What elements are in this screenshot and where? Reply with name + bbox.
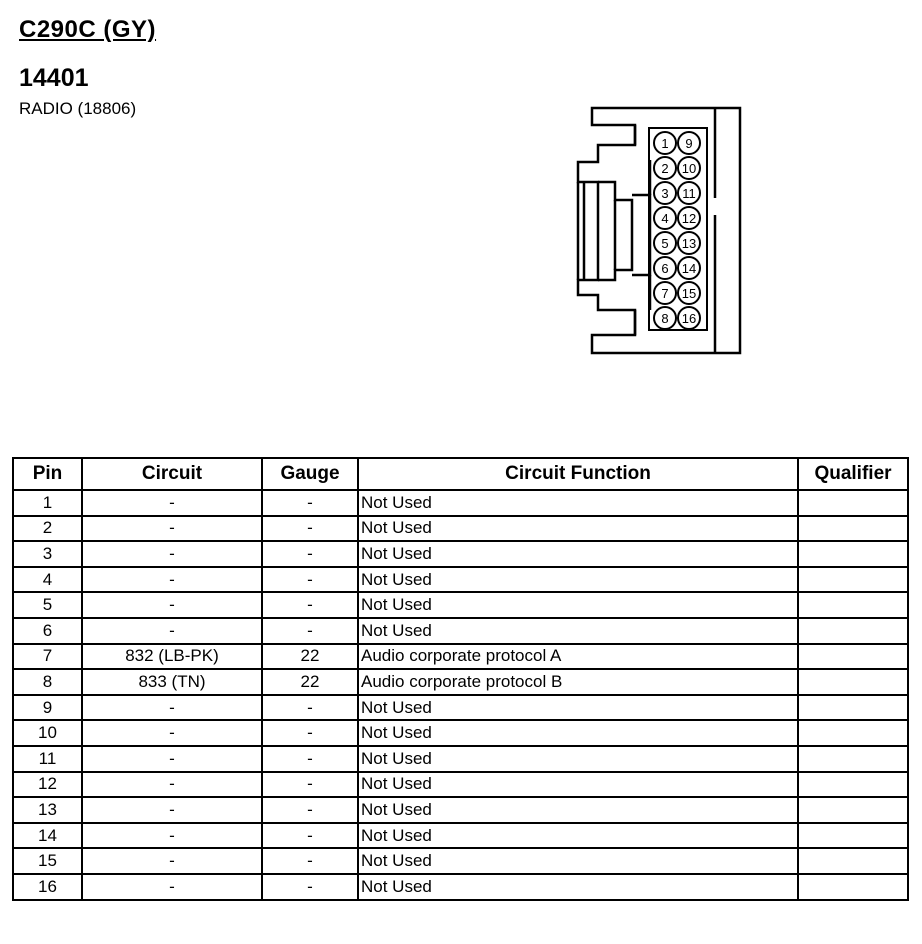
circuit-function-cell: Not Used (358, 592, 798, 618)
connector-pin-16 (678, 307, 700, 329)
circuit-function-cell: Not Used (358, 490, 798, 516)
gauge-cell: - (262, 848, 358, 874)
gauge-cell: - (262, 516, 358, 542)
pin-cell: 12 (13, 772, 82, 798)
circuit-function-cell: Not Used (358, 823, 798, 849)
table-row (13, 874, 908, 900)
qualifier-cell (798, 490, 908, 516)
table-row (13, 720, 908, 746)
pin-cell: 2 (13, 516, 82, 542)
connector-pin-4 (654, 207, 676, 229)
table-row (13, 772, 908, 798)
connector-pin-14 (678, 257, 700, 279)
qualifier-cell (798, 848, 908, 874)
circuit-cell: 833 (TN) (82, 669, 262, 695)
circuit-cell: - (82, 874, 262, 900)
connector-pin-13 (678, 232, 700, 254)
connector-id-title: C290C (GY) (19, 16, 157, 43)
pin-cell: 15 (13, 848, 82, 874)
table-row (13, 618, 908, 644)
circuit-function-cell: Not Used (358, 797, 798, 823)
circuit-cell: - (82, 490, 262, 516)
pin-number-label: 11 (682, 186, 696, 201)
circuit-function-cell: Not Used (358, 516, 798, 542)
qualifier-cell (798, 695, 908, 721)
gauge-cell: - (262, 490, 358, 516)
gauge-cell: - (262, 823, 358, 849)
table-row (13, 746, 908, 772)
qualifier-cell (798, 644, 908, 670)
circuit-function-cell: Not Used (358, 874, 798, 900)
qualifier-cell (798, 669, 908, 695)
gauge-cell: - (262, 720, 358, 746)
circuit-function-cell: Audio corporate protocol B (358, 669, 798, 695)
pin-cell: 8 (13, 669, 82, 695)
pin-number-label: 16 (681, 311, 697, 326)
circuit-cell: - (82, 848, 262, 874)
circuit-cell: - (82, 567, 262, 593)
gauge-cell: - (262, 541, 358, 567)
pin-cell: 13 (13, 797, 82, 823)
gauge-cell: - (262, 618, 358, 644)
column-header-pin: Pin (13, 458, 82, 490)
column-header-circuit-function: Circuit Function (358, 458, 798, 490)
gauge-cell: 22 (262, 669, 358, 695)
gauge-cell: - (262, 592, 358, 618)
connector-pin-12 (678, 207, 700, 229)
gauge-cell: - (262, 874, 358, 900)
gauge-cell: - (262, 772, 358, 798)
circuit-function-cell: Audio corporate protocol A (358, 644, 798, 670)
qualifier-cell (798, 823, 908, 849)
qualifier-cell (798, 874, 908, 900)
qualifier-cell (798, 746, 908, 772)
pin-number-label: 15 (681, 286, 697, 301)
table-row (13, 644, 908, 670)
pin-number-label: 6 (661, 261, 669, 276)
table-row (13, 516, 908, 542)
circuit-cell: - (82, 797, 262, 823)
qualifier-cell (798, 797, 908, 823)
pin-number-label: 4 (661, 211, 669, 226)
column-header-gauge: Gauge (262, 458, 358, 490)
pin-number-label: 14 (681, 261, 697, 276)
circuit-cell: 832 (LB-PK) (82, 644, 262, 670)
pin-number-label: 8 (661, 311, 669, 326)
pin-number-label: 3 (661, 186, 669, 201)
circuit-cell: - (82, 592, 262, 618)
table-row (13, 669, 908, 695)
connector-pin-11 (678, 182, 700, 204)
connector-pin-1 (654, 132, 676, 154)
table-row (13, 823, 908, 849)
connector-face-diagram (570, 100, 750, 360)
gauge-cell: 22 (262, 644, 358, 670)
pin-cell: 9 (13, 695, 82, 721)
qualifier-cell (798, 592, 908, 618)
pin-cell: 3 (13, 541, 82, 567)
circuit-cell: - (82, 823, 262, 849)
pin-number-label: 10 (681, 161, 697, 176)
pin-number-label: 13 (681, 236, 697, 251)
pin-number-label: 1 (661, 136, 669, 151)
pin-number-label: 9 (685, 136, 693, 151)
pin-cell: 5 (13, 592, 82, 618)
pin-cell: 16 (13, 874, 82, 900)
connector-pin-15 (678, 282, 700, 304)
connector-pin-9 (678, 132, 700, 154)
gauge-cell: - (262, 695, 358, 721)
circuit-cell: - (82, 516, 262, 542)
circuit-function-cell: Not Used (358, 541, 798, 567)
column-header-circuit: Circuit (82, 458, 262, 490)
circuit-function-cell: Not Used (358, 746, 798, 772)
pin-cell: 11 (13, 746, 82, 772)
component-description: RADIO (18806) (19, 99, 137, 118)
connector-pin-6 (654, 257, 676, 279)
connector-pin-10 (678, 157, 700, 179)
circuit-function-cell: Not Used (358, 567, 798, 593)
pin-number-label: 12 (681, 211, 697, 226)
pin-cell: 1 (13, 490, 82, 516)
table-row (13, 848, 908, 874)
pin-cell: 14 (13, 823, 82, 849)
circuit-cell: - (82, 720, 262, 746)
connector-pin-7 (654, 282, 676, 304)
connector-pin-3 (654, 182, 676, 204)
pin-cell: 7 (13, 644, 82, 670)
circuit-cell: - (82, 695, 262, 721)
gauge-cell: - (262, 746, 358, 772)
column-header-qualifier: Qualifier (798, 458, 908, 490)
circuit-function-cell: Not Used (358, 720, 798, 746)
qualifier-cell (798, 541, 908, 567)
gauge-cell: - (262, 567, 358, 593)
table-row (13, 592, 908, 618)
pin-cell: 6 (13, 618, 82, 644)
table-row (13, 541, 908, 567)
gauge-cell: - (262, 797, 358, 823)
pin-cell: 10 (13, 720, 82, 746)
table-row (13, 797, 908, 823)
table-header-row (13, 458, 908, 490)
pinout-table (12, 457, 909, 901)
qualifier-cell (798, 567, 908, 593)
qualifier-cell (798, 772, 908, 798)
pin-cell: 4 (13, 567, 82, 593)
table-row (13, 567, 908, 593)
qualifier-cell (798, 516, 908, 542)
qualifier-cell (798, 720, 908, 746)
circuit-function-cell: Not Used (358, 695, 798, 721)
connector-pin-2 (654, 157, 676, 179)
pin-number-label: 2 (661, 161, 669, 176)
pin-number-label: 7 (661, 286, 669, 301)
circuit-cell: - (82, 746, 262, 772)
circuit-cell: - (82, 618, 262, 644)
qualifier-cell (798, 618, 908, 644)
table-row (13, 695, 908, 721)
pin-number-label: 5 (661, 236, 669, 251)
circuit-cell: - (82, 541, 262, 567)
connector-pin-8 (654, 307, 676, 329)
circuit-cell: - (82, 772, 262, 798)
circuit-function-cell: Not Used (358, 772, 798, 798)
circuit-function-cell: Not Used (358, 618, 798, 644)
table-row (13, 490, 908, 516)
connector-pin-5 (654, 232, 676, 254)
part-number: 14401 (19, 64, 89, 92)
circuit-function-cell: Not Used (358, 848, 798, 874)
